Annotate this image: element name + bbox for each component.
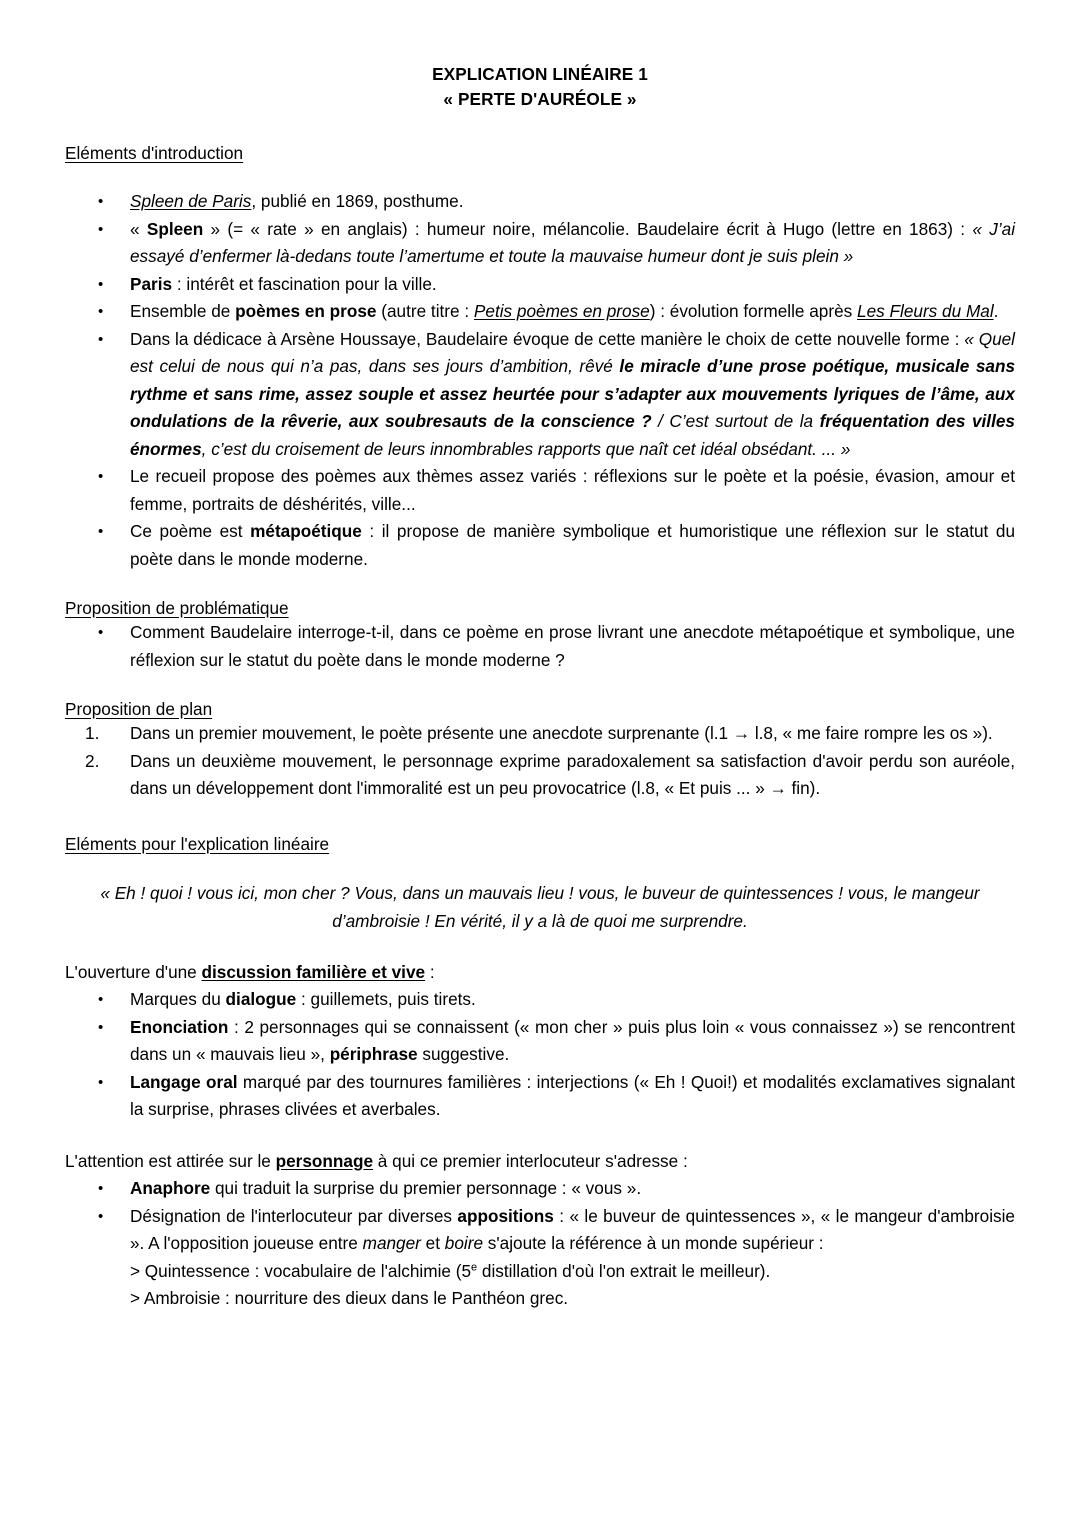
poem-citation: « Eh ! quoi ! vous ici, mon cher ? Vous, dans un mauvais lieu ! vous, le buveur de quintessences ! vous, le mangeur d’ambroisie ! En vérité, il y a là de quoi me surprendre. [100, 882, 980, 931]
lead-text: à qui ce premier interlocuteur s'adresse : [373, 1150, 688, 1171]
emphasis-metapoetique: métapoétique [250, 521, 362, 541]
lead-text: L'ouverture d'une [65, 961, 202, 982]
spacer [65, 164, 1015, 188]
list-item [65, 216, 1015, 271]
spacer [65, 674, 1015, 698]
list-item-text: Ce poème est [130, 521, 251, 541]
quote-dedicace-part-2: / C’est surtout de la [651, 411, 820, 431]
list-item-text: ) : évolution formelle après [649, 301, 858, 321]
definition-text: > Ambroisie : nourriture des dieux dans le Panthéon grec. [130, 1288, 569, 1308]
quote-dedicace-bold-1: le miracle d’une prose poétique, musicale sans rythme et sans rime, assez souple et assez heurtée pour s’adapter aux mouvements lyriques de l’âme, aux ondulations de la rêverie, aux soubresauts de la conscience ? [130, 356, 1016, 431]
list-item [65, 1069, 1015, 1124]
spacer [65, 803, 1015, 833]
list-item-text: marqué par des tournures familières : interjections (« Eh ! Quoi!) et modalités exclamatives signalant la surprise, phrases clivées et averbales. [130, 1071, 1016, 1119]
emphasis-appositions: appositions [457, 1205, 554, 1226]
definition-quintessence [65, 1258, 1015, 1286]
emphasis-manger: manger [362, 1233, 421, 1253]
title-line-1: EXPLICATION LINÉAIRE 1 [432, 64, 648, 84]
list-item-text: : intérêt et fascination pour la ville. [172, 273, 437, 294]
intro-bullet-list [65, 188, 1015, 573]
lead-ouverture-discussion [65, 959, 1015, 987]
list-item [65, 326, 1015, 464]
list-item-text: Ensemble de [130, 301, 236, 321]
lead-text: L'attention est attirée sur le [65, 1150, 276, 1171]
explication-bullet-list-2 [65, 1175, 1015, 1258]
list-item [65, 1014, 1015, 1069]
page-title [65, 62, 1015, 112]
emphasis-langage-oral: Langage oral [130, 1071, 238, 1092]
emphasis-dialogue: dialogue [225, 989, 297, 1009]
definition-text: > Quintessence : vocabulaire de l'alchimie (5 [130, 1260, 472, 1281]
list-item [65, 619, 1015, 674]
emphasis-spleen: Spleen [146, 218, 204, 239]
emphasis-periphrase: périphrase [329, 1044, 418, 1064]
work-title-spleen-de-paris: Spleen de Paris [130, 191, 252, 211]
ordinal-superscript: e [471, 1260, 478, 1273]
list-item [65, 298, 1015, 326]
explication-bullet-list-1 [65, 986, 1015, 1124]
list-item [65, 720, 1015, 748]
work-title-les-fleurs-du-mal: Les Fleurs du Mal [857, 301, 994, 321]
list-item-text: (autre titre : [376, 301, 474, 321]
quote-dedicace-part-3: , c’est du croisement de leurs innombrables rapports que naît cet idéal obsédant. ... » [201, 438, 851, 459]
list-item-text: : guillemets, puis tirets. [296, 989, 476, 1009]
list-item-text: qui traduit la surprise du premier personnage : « vous ». [210, 1178, 642, 1198]
problematique-bullet-list [65, 619, 1015, 674]
definition-text: distillation d'où l'on extrait le meilleur). [477, 1260, 771, 1281]
list-item-text: Dans un premier mouvement, le poète présente une anecdote surprenante (l.1 → l.8, « me faire rompre les os »). [130, 723, 993, 743]
list-item-text: , publié en 1869, posthume. [251, 191, 464, 211]
list-item-text: Dans un deuxième mouvement, le personnage exprime paradoxalement sa satisfaction d'avoir perdu son auréole, dans un développement dont l'immoralité est un peu provocatrice (l.8, « Et puis ... » → fin). [130, 750, 1015, 798]
list-item-text: : 2 personnages qui se connaissent (« mon cher » puis plus loin « vous connaissez ») se rencontrent dans un « mauvais lieu », [130, 1016, 1015, 1064]
emphasis-discussion-familiere-et-vive: discussion familière et vive [201, 961, 426, 982]
quote-dedicace-part-1: « Quel est celui de nous qui n’a pas, dans ses jours d’ambition, rêvé [130, 328, 1016, 376]
list-item [65, 271, 1015, 299]
spacer [65, 935, 1015, 959]
emphasis-paris: Paris [130, 273, 173, 294]
heading-proposition-plan: Proposition de plan [65, 699, 213, 719]
spacer [65, 573, 1015, 597]
list-item [65, 986, 1015, 1014]
spacer [65, 855, 1015, 879]
list-item-text: Désignation de l'interlocuteur par diverses [130, 1205, 458, 1226]
lead-attention-personnage [65, 1148, 1015, 1176]
heading-elements-explication-lineaire: Eléments pour l'explication linéaire [65, 833, 330, 854]
list-item-text: Marques du [130, 989, 226, 1009]
list-item-text: : il propose de manière symbolique et humoristique une réflexion sur le statut du poète dans le monde moderne. [130, 521, 1016, 569]
list-item-text: suggestive. [417, 1044, 510, 1064]
list-item-text: Dans la dédicace à Arsène Houssaye, Baudelaire évoque de cette manière le choix de cette nouvelle forme : [130, 328, 965, 349]
lead-text: : [425, 961, 435, 982]
list-item [65, 1203, 1015, 1258]
list-item-text: . [993, 301, 999, 321]
list-item-text: Comment Baudelaire interroge-t-il, dans ce poème en prose livrant une anecdote métapoétique et symbolique, une réflexion sur le statut du poète dans le monde moderne ? [130, 622, 1015, 670]
emphasis-enonciation: Enonciation [130, 1016, 229, 1037]
title-line-2: « PERTE D'AURÉOLE » [443, 89, 637, 109]
list-item [65, 188, 1015, 216]
list-item-text: : « le buveur de quintessences », « le mangeur d'ambroisie ». A l'opposition joueuse entre [130, 1205, 1015, 1253]
list-item [65, 518, 1015, 573]
emphasis-poemes-en-prose: poèmes en prose [235, 301, 377, 321]
list-item [65, 463, 1015, 518]
emphasis-personnage: personnage [275, 1150, 374, 1171]
list-item-text: s'ajoute la référence à un monde supérieur : [483, 1233, 824, 1253]
quote-dedicace-bold-2: fréquentation des villes énormes [130, 411, 1015, 459]
work-title-petis-poemes-en-prose: Petis poèmes en prose [473, 301, 650, 321]
list-item-text: Le recueil propose des poèmes aux thèmes assez variés : réflexions sur le poète et la poésie, évasion, amour et femme, portraits de déshérités, ville... [130, 466, 1015, 514]
plan-numbered-list [65, 720, 1015, 803]
quote-hugo-letter: « J’ai essayé d’enfermer là-dedans toute l’amertume et toute la mauvaise humeur dont je suis plein » [130, 218, 1016, 266]
spacer [65, 1124, 1015, 1148]
heading-proposition-problematique: Proposition de problématique [65, 598, 289, 618]
list-item-text: et [420, 1233, 445, 1253]
list-item-text: « [130, 218, 147, 239]
list-item-text: » (= « rate » en anglais) : humeur noire, mélancolie. Baudelaire écrit à Hugo (lettre en 1863) : [203, 218, 973, 239]
spacer [65, 112, 1015, 142]
list-item [65, 1175, 1015, 1203]
definition-ambroisie [65, 1285, 1015, 1313]
emphasis-boire: boire [444, 1233, 484, 1253]
list-item [65, 748, 1015, 803]
emphasis-anaphore: Anaphore [130, 1178, 211, 1198]
heading-elements-introduction: Eléments d'introduction [65, 143, 244, 163]
